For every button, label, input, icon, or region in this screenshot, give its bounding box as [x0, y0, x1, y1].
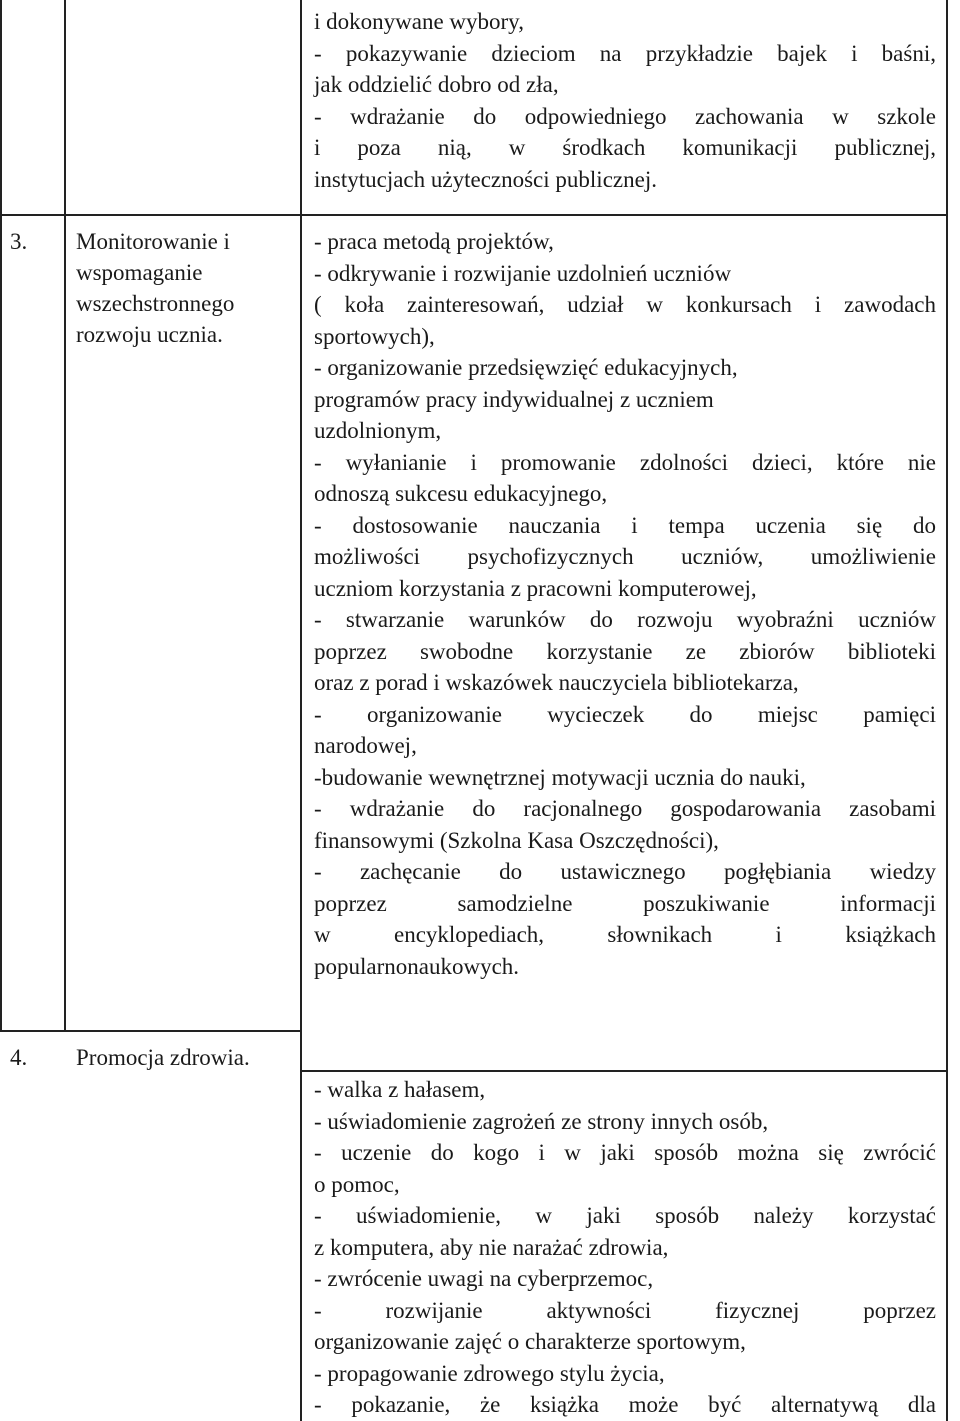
- content-line: organizowanie zajęć o charakterze sportowym,: [314, 1329, 746, 1354]
- content-line: o pomoc,: [314, 1171, 400, 1197]
- row-4-number: 4.: [10, 1045, 28, 1070]
- content-line: - zwrócenie uwagi na cyberprzemoc,: [314, 1266, 654, 1291]
- row-4-name: [76, 1042, 286, 1073]
- content-line: możliwości psychofizycznych uczniów, umożliwienie: [314, 544, 936, 569]
- content-line: - wdrażanie do odpowiedniego zachowania w szkole: [314, 103, 936, 129]
- content-line: -budowanie wewnętrznej motywacji ucznia do nauki,: [314, 764, 806, 790]
- table-row-divider-3: [300, 1070, 948, 1072]
- content-line: uczniom korzystania z pracowni komputerowej,: [314, 575, 757, 601]
- row-3-name: [76, 226, 286, 350]
- content-line: - uświadomienie, w jaki sposób należy korzystać: [314, 1203, 936, 1228]
- content-line: z komputera, aby nie narażać zdrowia,: [314, 1234, 669, 1260]
- content-line: narodowej,: [314, 733, 417, 758]
- content-line: i poza nią, w środkach komunikacji publicznej,: [314, 135, 936, 160]
- content-line: - pokazanie, że książka może być alternatywą dla: [314, 1392, 936, 1417]
- content-line: poprzez swobodne korzystanie ze zbiorów biblioteki: [314, 638, 936, 664]
- name-line: Promocja zdrowia.: [76, 1045, 250, 1070]
- name-line: wspomaganie: [76, 260, 203, 285]
- table-row-divider-1: [0, 214, 948, 216]
- content-line: programów pracy indywidualnej z uczniem: [314, 386, 714, 412]
- content-line: popularnonaukowych.: [314, 953, 520, 979]
- row-1-content: [314, 6, 936, 195]
- content-line: - pokazywanie dzieciom na przykładzie bajek i baśni,: [314, 40, 936, 66]
- content-line: instytucjach użyteczności publicznej.: [314, 166, 657, 192]
- content-line: - stwarzanie warunków do rozwoju wyobraźni uczniów: [314, 607, 936, 632]
- content-line: w encyklopediach, słownikach i książkach: [314, 922, 936, 947]
- content-line: - organizowanie wycieczek do miejsc pamięci: [314, 701, 936, 727]
- table-border-left: [0, 0, 2, 1031]
- content-line: i dokonywane wybory,: [314, 9, 524, 34]
- content-line: - praca metodą projektów,: [314, 229, 554, 254]
- content-line: finansowymi (Szkolna Kasa Oszczędności),: [314, 827, 719, 853]
- content-line: - dostosowanie nauczania i tempa uczenia się do: [314, 512, 936, 538]
- content-line: - uczenie do kogo i w jaki sposób można się zwrócić: [314, 1140, 936, 1165]
- content-line: - wdrażanie do racjonalnego gospodarowania zasobami: [314, 796, 936, 821]
- name-line: rozwoju ucznia.: [76, 322, 223, 347]
- content-line: uzdolnionym,: [314, 418, 442, 443]
- table-row-divider-2: [0, 1030, 300, 1032]
- row-3-number: 3.: [10, 229, 28, 254]
- content-line: - walka z hałasem,: [314, 1077, 486, 1102]
- table-column-divider-number: [64, 0, 66, 1031]
- content-line: - zachęcanie do ustawicznego pogłębiania wiedzy: [314, 859, 936, 884]
- content-line: - wyłanianie i promowanie zdolności dzieci, które nie: [314, 449, 936, 475]
- content-line: poprzez samodzielne poszukiwanie informacji: [314, 890, 936, 916]
- content-line: jak oddzielić dobro od zła,: [314, 72, 559, 97]
- content-line: ( koła zainteresowań, udział w konkursach i zawodach: [314, 292, 936, 317]
- name-line: wszechstronnego: [76, 291, 235, 316]
- row-3-content: [314, 226, 936, 982]
- content-line: - organizowanie przedsięwzięć edukacyjnych,: [314, 355, 738, 380]
- content-line: - uświadomienie zagrożeń ze strony innych osób,: [314, 1108, 769, 1134]
- content-line: - rozwijanie aktywności fizycznej poprzez: [314, 1297, 936, 1323]
- content-line: - propagowanie zdrowego stylu życia,: [314, 1360, 665, 1386]
- name-line: Monitorowanie i: [76, 229, 230, 254]
- content-line: - odkrywanie i rozwijanie uzdolnień uczniów: [314, 260, 732, 286]
- content-line: odnoszą sukcesu edukacyjnego,: [314, 481, 608, 506]
- content-line: sportowych),: [314, 323, 435, 349]
- row-4-content: [314, 1074, 936, 1421]
- content-line: oraz z porad i wskazówek nauczyciela bibliotekarza,: [314, 670, 799, 695]
